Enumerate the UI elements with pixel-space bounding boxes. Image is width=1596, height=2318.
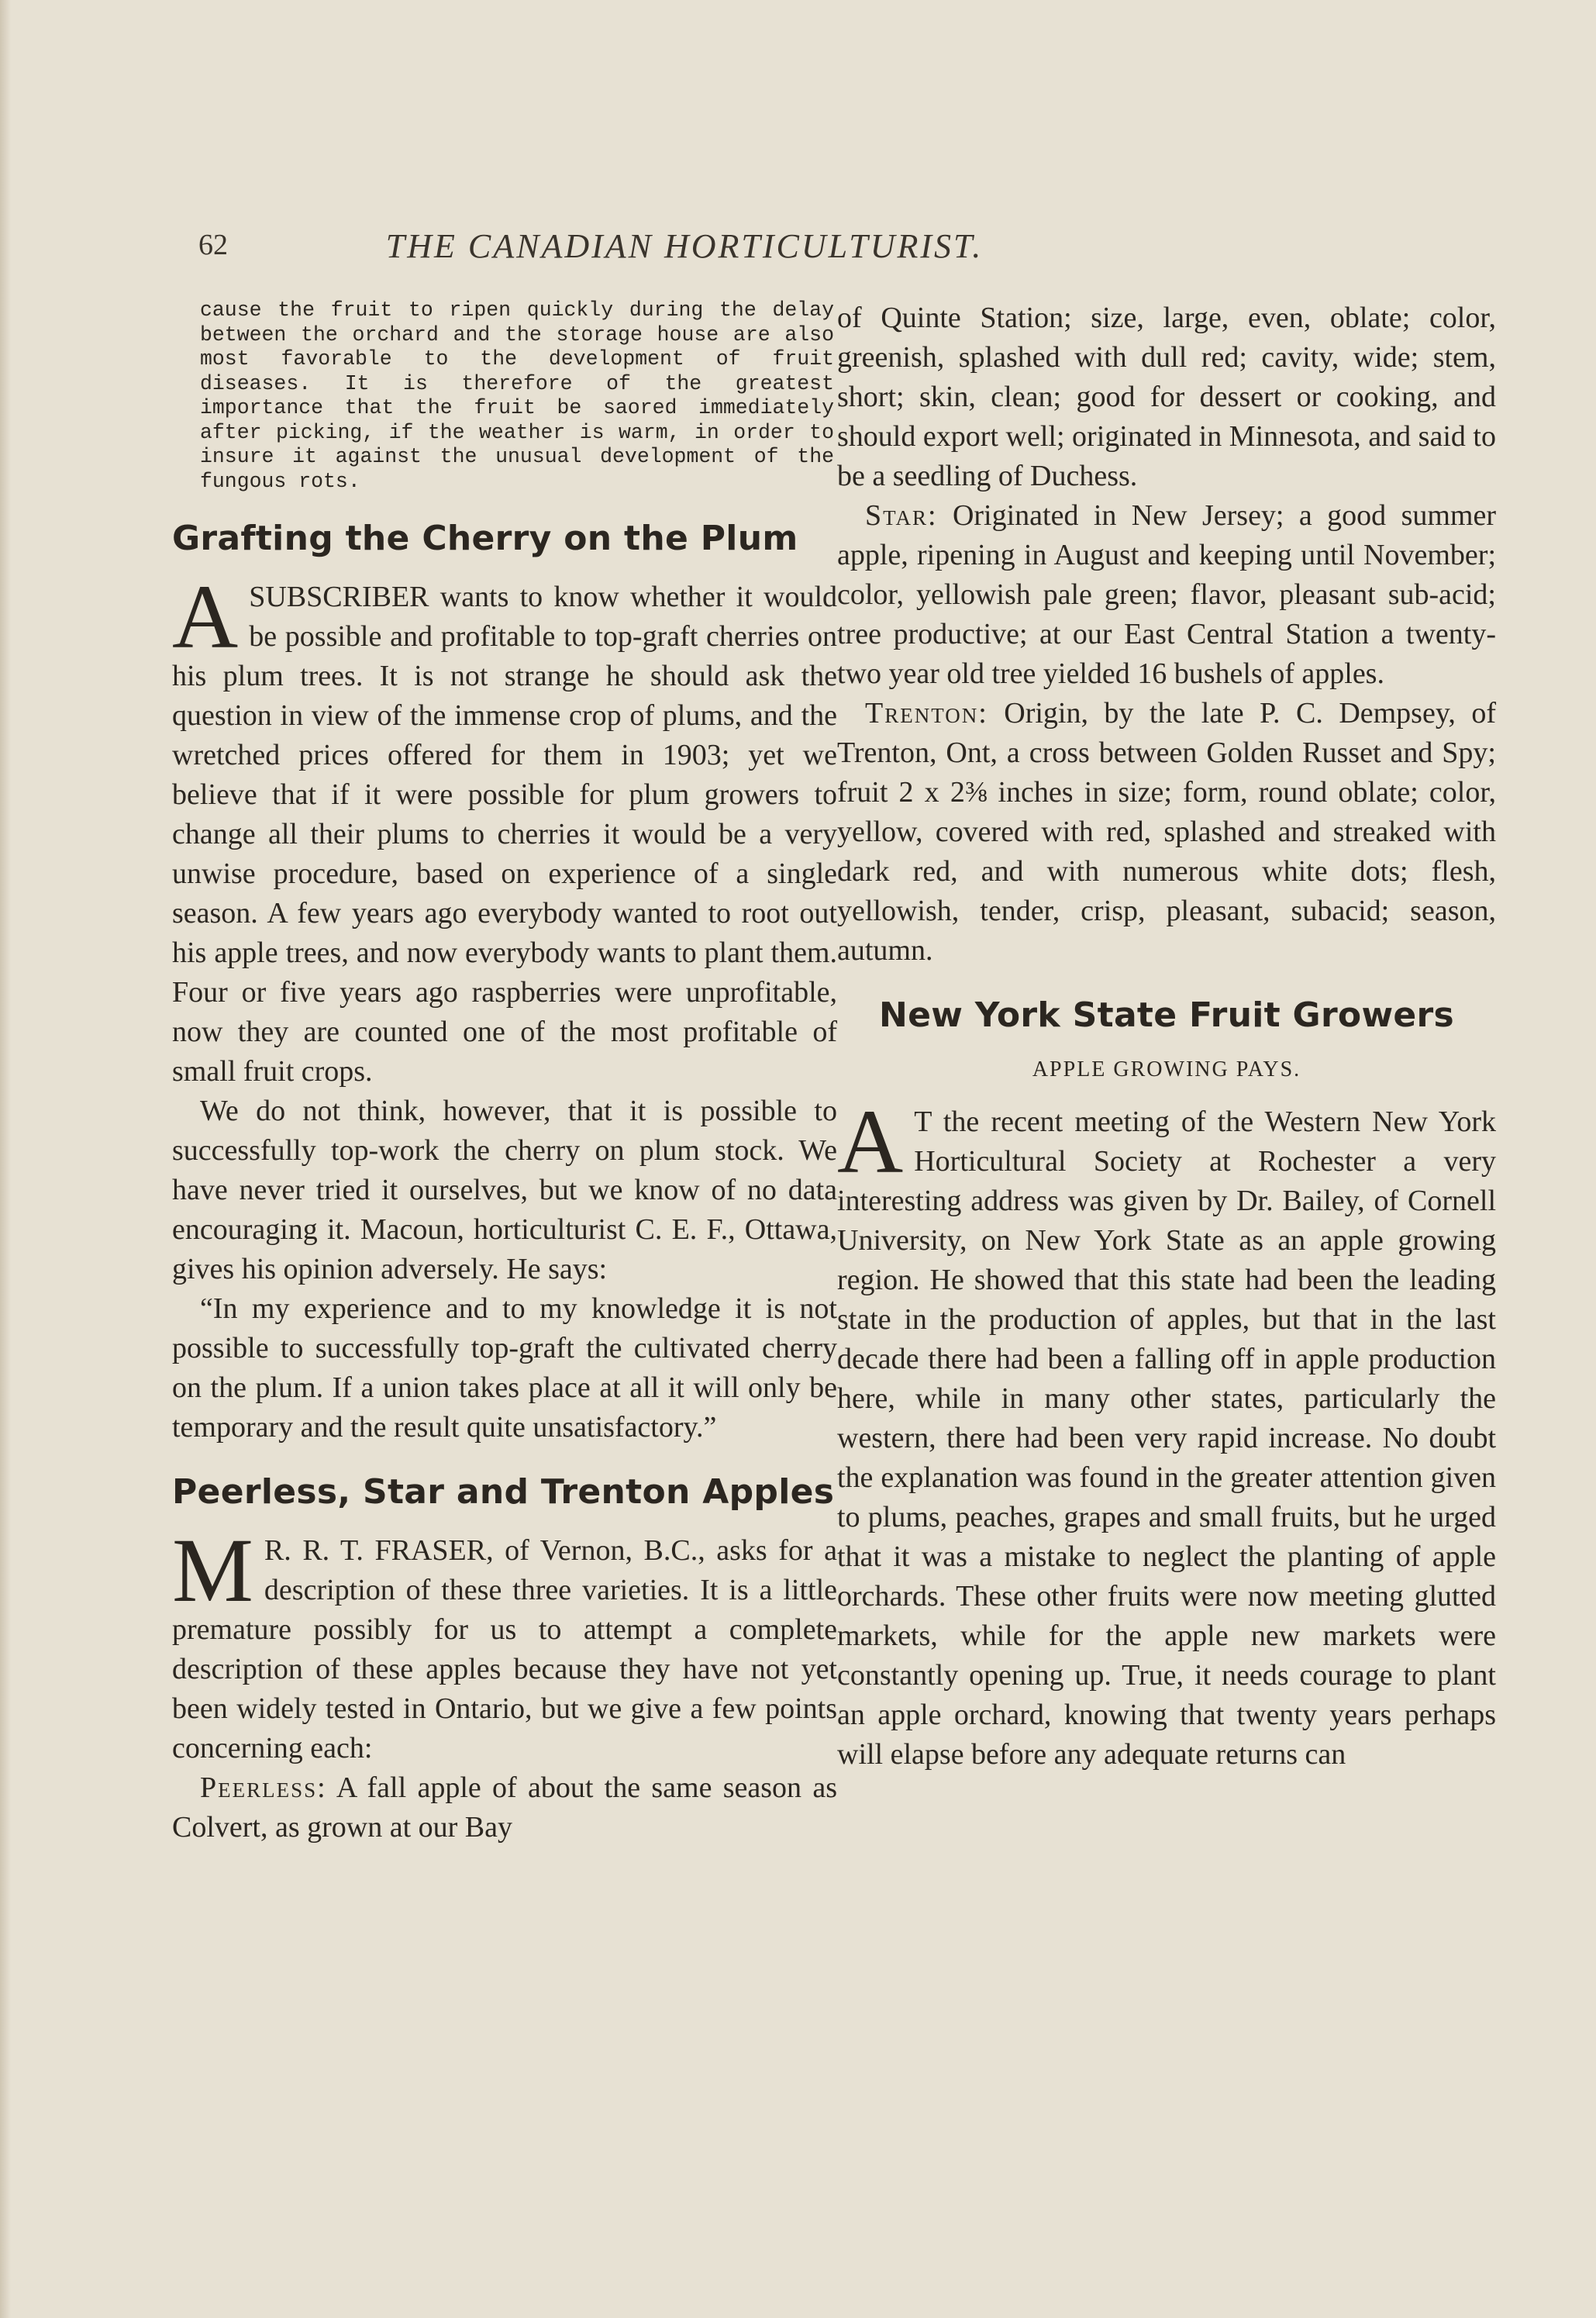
article-subtitle: APPLE GROWING PAYS. [1032, 1057, 1301, 1081]
drop-cap: A [837, 1091, 904, 1192]
paragraph-text: T the recent meeting of the Western New York Horticultural Society at Rochester a very interesting address was given by Dr. Bailey, of Cornell University, on New York State as an apple growing region. He showed that this state had been the leading state in the production of apples, but that in the last decade there had been a falling off in apple production here, while in many other states, particularly the western, there had been very rapid increase. No doubt the explanation was found in the greater attention given to plums, peaches, grapes and small fruits, but he urged that it was a mistake to neglect the planting of apple orchards. These other fruits were now meeting glutted markets, while for the apple new markets were constantly opening up. True, it needs courage to plant an apple orchard, knowing that twenty years perhaps will elapse before any adequate returns can [837, 1106, 1496, 1771]
variety-label-trenton: Trenton: [865, 697, 988, 730]
page-number: 62 [198, 229, 228, 261]
right-column [837, 298, 1496, 1775]
star-paragraph [837, 496, 1496, 694]
running-head [198, 226, 1170, 273]
lead-in-caps: R. R. T. FRASER, [264, 1534, 494, 1567]
grafting-quote: “In my experience and to my knowledge it is not possible to successfully top-graft the cultivated cherry on the plum. If a union takes place at all it will only be temporary and the result quite unsatisfactory.” [172, 1292, 837, 1444]
journal-title: THE CANADIAN HORTICULTURIST. [385, 227, 984, 265]
grafting-paragraph-1 [172, 566, 837, 1092]
apples-paragraph-1 [172, 1519, 837, 1768]
peerless-continued: of Quinte Station; size, large, even, oblate; color, greenish, splashed with dull red; cavity, wide; stem, short; skin, clean; good for dessert or cooking, and should export well; originated in Minnesota, and said to be a seedling of Duchess. [837, 302, 1496, 492]
article-title-apples: Peerless, Star and Trenton Apples [172, 1472, 835, 1512]
paragraph-text: Origin, by the late P. C. Dempsey, of Trenton, Ont, a cross between Golden Russet and Spy; fruit 2 x 2⅜ inches in size; form, round oblate; color, yellow, covered with red, splashed and streaked with dark red, and with numerous white dots; flesh, yellowish, tender, crisp, pleasant, subacid; season, autumn. [837, 697, 1496, 967]
paragraph-text: Originated in New Jersey; a good summer apple, ripening in August and keeping until November; color, yellowish pale green; flavor, pleasant sub-acid; tree productive; at our East Central Station a twenty-two year old tree yielded 16 bushels of apples. [837, 499, 1496, 690]
new-york-paragraph [837, 1091, 1496, 1775]
intro-note: cause the fruit to ripen quickly during the delay between the orchard and the storage house are also most favorable to the development of fruit diseases. It is therefore of the greatest importance that the fruit be saored immediately after picking, if the weather is warm, in order to insure it against the unusual development of the fungous rots. [200, 298, 834, 493]
left-column [172, 298, 837, 1847]
drop-cap: A [172, 566, 239, 667]
page-edge-shadow [0, 0, 11, 2318]
paragraph-text: A fall apple of about the same season as Colvert, as grown at our Bay [172, 1771, 837, 1844]
variety-label-star: Star: [865, 499, 938, 532]
grafting-paragraph-2: We do not think, however, that it is possible to successfully top-work the cherry on plum stock. We have never tried it ourselves, but we know of no data encouraging it. Macoun, horticulturist C. E. F., Ottawa, gives his opinion adversely. He says: [172, 1095, 837, 1285]
paragraph-text: wants to know whether it would be possible and profitable to top-graft cherries on his plum trees. It is not strange he should ask the question in view of the immense crop of plums, and the wretched prices offered for them in 1903; yet we believe that if it were possible for plum growers to change all their plums to cherries it would be a very unwise procedure, based on experience of a single season. A few years ago everybody wanted to root out his apple trees, and now everybody wants to plant them. Four or five years ago raspberries were unprofitable, now they are counted one of the most profitable of small fruit crops. [172, 581, 837, 1088]
trenton-paragraph [837, 694, 1496, 971]
variety-label-peerless: Peerless: [200, 1771, 327, 1804]
paragraph-text: of Vernon, B.C., asks for a description of these three varieties. It is a little premature possibly for us to attempt a complete description of these apples because they have not yet been widely tested in Ontario, but we give a few points concerning each: [172, 1534, 837, 1764]
article-title-new-york: New York State Fruit Growers [878, 995, 1455, 1035]
peerless-paragraph [172, 1768, 837, 1847]
drop-cap: M [172, 1519, 253, 1621]
lead-in-caps: SUBSCRIBER [249, 581, 429, 613]
article-title-grafting: Grafting the Cherry on the Plum [172, 519, 798, 558]
